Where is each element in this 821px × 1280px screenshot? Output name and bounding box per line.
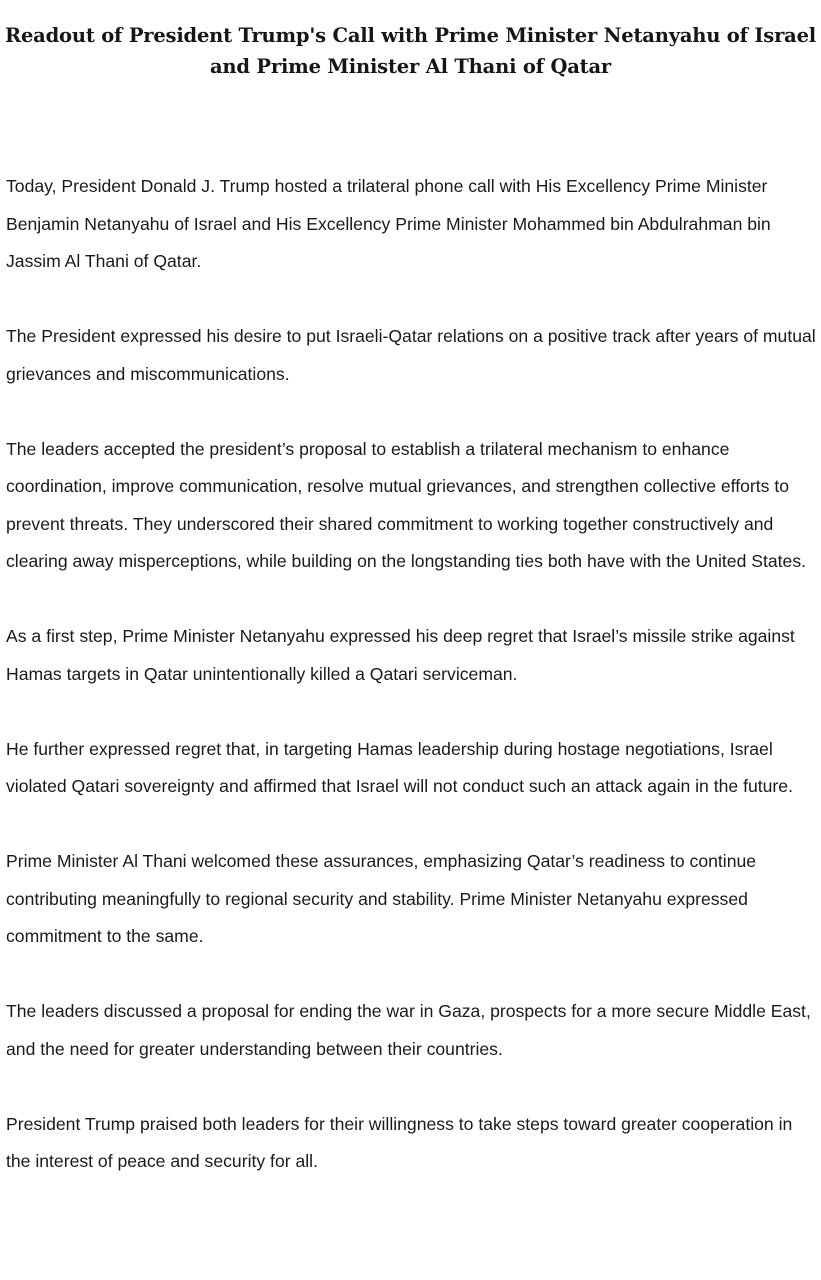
title-line-2: and Prime Minister Al Thani of Qatar — [210, 55, 611, 78]
paragraph-5: He further expressed regret that, in targeting Hamas leadership during hostage negotiations, Israel violated Qatari sovereignty and affirmed that Israel will not conduct such an attack again in the future. — [6, 738, 793, 796]
title-line-1: Readout of President Trump's Call with Prime Minister Netanyahu of Israel — [4, 24, 817, 47]
paragraph-7: The leaders discussed a proposal for ending the war in Gaza, prospects for a more secure Middle East, and the need for greater understanding between their countries. — [6, 1001, 811, 1059]
paragraph-6: Prime Minister Al Thani welcomed these assurances, emphasizing Qatar’s readiness to continue contributing meaningfully to regional security and stability. Prime Minister Netanyahu expressed commitment to the same. — [6, 851, 757, 946]
paragraph-8: President Trump praised both leaders for their willingness to take steps toward greater cooperation in the interest of peace and security for all. — [6, 1113, 793, 1171]
paragraph-1: Today, President Donald J. Trump hosted a trilateral phone call with His Excellency Prime Minister Benjamin Netanyahu of Israel and His Excellency Prime Minister Mohammed bin Abdulrahman bin Jassim Al Thani of Qatar. — [6, 176, 771, 271]
document-title — [0, 20, 821, 82]
document-body — [6, 168, 818, 1218]
paragraph-4: As a first step, Prime Minister Netanyahu expressed his deep regret that Israel’s missile strike against Hamas targets in Qatar unintentionally killed a Qatari serviceman. — [6, 626, 795, 684]
paragraph-3: The leaders accepted the president’s proposal to establish a trilateral mechanism to enhance coordination, improve communication, resolve mutual grievances, and strengthen collective efforts to prevent threats. They underscored their shared commitment to working together constructively and clearing away misperceptions, while building on the longstanding ties both have with the United States. — [6, 438, 807, 571]
paragraph-2: The President expressed his desire to put Israeli-Qatar relations on a positive track after years of mutual grievances and miscommunications. — [6, 326, 816, 384]
